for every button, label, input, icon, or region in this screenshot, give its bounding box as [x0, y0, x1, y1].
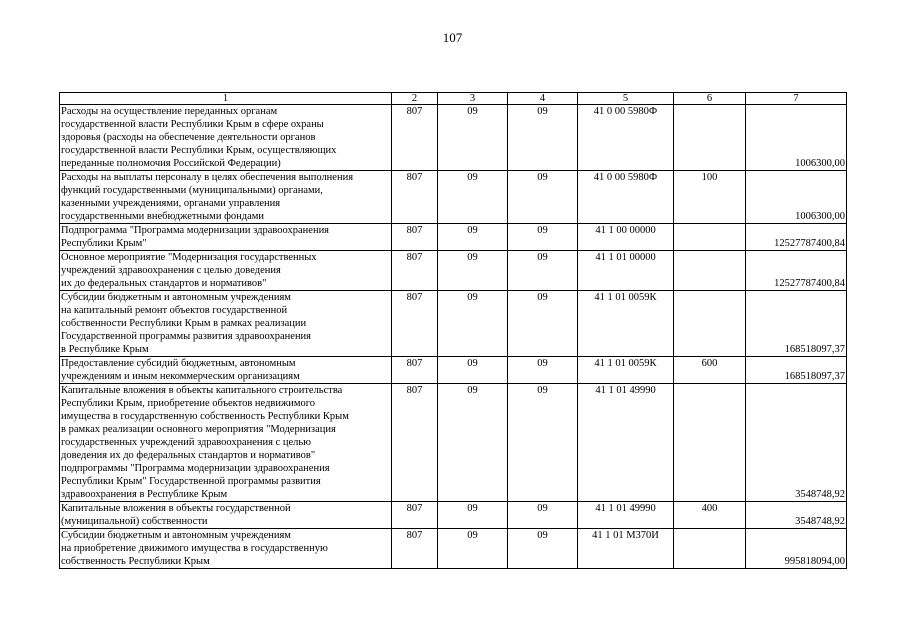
row-name: Основное мероприятие "Модернизация государственных учреждений здравоохранения с целью доведения их до федеральных стандартов и нормативов" — [60, 251, 392, 291]
row-amount: 1006300,00 — [746, 105, 847, 171]
row-name: Расходы на осуществление переданных органам государственной власти Республики Крым в сфере охраны здоровья (расходы на обеспечение деятельности органов государственной власти Республики Крым, осуществляющих переданные полномочия Российской Федерации) — [60, 105, 392, 171]
row-name: Подпрограмма "Программа модернизации здравоохранения Республики Крым" — [60, 224, 392, 251]
row-amount: 1006300,00 — [746, 171, 847, 224]
row-code-4: 09 — [508, 171, 578, 224]
row-code-3: 09 — [438, 171, 508, 224]
row-code-2: 807 — [392, 251, 438, 291]
row-code-3: 09 — [438, 384, 508, 502]
row-code-3: 09 — [438, 224, 508, 251]
row-code-5: 41 0 00 5980Ф — [578, 171, 674, 224]
column-number: 3 — [438, 93, 508, 105]
row-code-5: 41 1 01 49990 — [578, 502, 674, 529]
row-code-2: 807 — [392, 502, 438, 529]
budget-table — [59, 92, 847, 569]
row-code-4: 09 — [508, 224, 578, 251]
row-amount: 168518097,37 — [746, 357, 847, 384]
row-amount: 168518097,37 — [746, 291, 847, 357]
row-code-2: 807 — [392, 224, 438, 251]
row-code-4: 09 — [508, 357, 578, 384]
row-code-6 — [674, 105, 746, 171]
row-code-2: 807 — [392, 291, 438, 357]
table-row — [60, 357, 847, 384]
row-code-3: 09 — [438, 529, 508, 569]
table-row — [60, 502, 847, 529]
row-code-6: 600 — [674, 357, 746, 384]
column-number: 2 — [392, 93, 438, 105]
row-code-2: 807 — [392, 529, 438, 569]
row-code-4: 09 — [508, 502, 578, 529]
table-row — [60, 224, 847, 251]
column-number: 5 — [578, 93, 674, 105]
column-number: 1 — [60, 93, 392, 105]
row-name: Субсидии бюджетным и автономным учреждениям на приобретение движимого имущества в государственную собственность Республики Крым — [60, 529, 392, 569]
row-name: Капитальные вложения в объекты капитального строительства Республики Крым, приобретение объектов недвижимого имущества в государственную собственность Республики Крым в рамках реализации основного мероприятия "Модернизация государственных учреждений здравоохранения с целью доведения их до федеральных стандартов и нормативов" подпрограммы "Программа модернизации здравоохранения Республики Крым" Государственной программы развития здравоохранения в Республике Крым — [60, 384, 392, 502]
row-code-4: 09 — [508, 105, 578, 171]
table-row — [60, 384, 847, 502]
row-code-6 — [674, 384, 746, 502]
row-amount: 3548748,92 — [746, 384, 847, 502]
column-number-row — [60, 93, 847, 105]
row-code-6: 100 — [674, 171, 746, 224]
row-code-4: 09 — [508, 291, 578, 357]
table-row — [60, 291, 847, 357]
row-amount: 12527787400,84 — [746, 251, 847, 291]
row-code-5: 41 1 01 М370И — [578, 529, 674, 569]
table-row — [60, 529, 847, 569]
row-code-3: 09 — [438, 105, 508, 171]
row-code-3: 09 — [438, 291, 508, 357]
row-code-5: 41 1 00 00000 — [578, 224, 674, 251]
row-code-4: 09 — [508, 251, 578, 291]
row-code-6 — [674, 529, 746, 569]
row-code-3: 09 — [438, 502, 508, 529]
row-code-5: 41 1 01 49990 — [578, 384, 674, 502]
row-code-5: 41 1 01 0059К — [578, 291, 674, 357]
row-amount: 3548748,92 — [746, 502, 847, 529]
row-code-6 — [674, 291, 746, 357]
column-number: 4 — [508, 93, 578, 105]
row-code-4: 09 — [508, 529, 578, 569]
row-amount: 995818094,00 — [746, 529, 847, 569]
row-name: Субсидии бюджетным и автономным учреждениям на капитальный ремонт объектов государственной собственности Республики Крым в рамках реализации Государственной программы развития здравоохранения в Республике Крым — [60, 291, 392, 357]
row-name: Расходы на выплаты персоналу в целях обеспечения выполнения функций государственными (муниципальными) органами, казенными учреждениями, органами управления государственными внебюджетными фондами — [60, 171, 392, 224]
row-code-6 — [674, 251, 746, 291]
table-row — [60, 105, 847, 171]
row-code-2: 807 — [392, 384, 438, 502]
row-code-5: 41 1 01 0059К — [578, 357, 674, 384]
row-amount: 12527787400,84 — [746, 224, 847, 251]
row-code-3: 09 — [438, 251, 508, 291]
row-code-3: 09 — [438, 357, 508, 384]
column-number: 7 — [746, 93, 847, 105]
row-code-5: 41 0 00 5980Ф — [578, 105, 674, 171]
table-row — [60, 171, 847, 224]
row-code-5: 41 1 01 00000 — [578, 251, 674, 291]
row-name: Предоставление субсидий бюджетным, автономным учреждениям и иным некоммерческим организациям — [60, 357, 392, 384]
table-row — [60, 251, 847, 291]
row-code-2: 807 — [392, 105, 438, 171]
row-code-4: 09 — [508, 384, 578, 502]
column-number: 6 — [674, 93, 746, 105]
row-name: Капитальные вложения в объекты государственной (муниципальной) собственности — [60, 502, 392, 529]
page-number: 107 — [442, 30, 463, 45]
row-code-6: 400 — [674, 502, 746, 529]
row-code-6 — [674, 224, 746, 251]
row-code-2: 807 — [392, 357, 438, 384]
row-code-2: 807 — [392, 171, 438, 224]
